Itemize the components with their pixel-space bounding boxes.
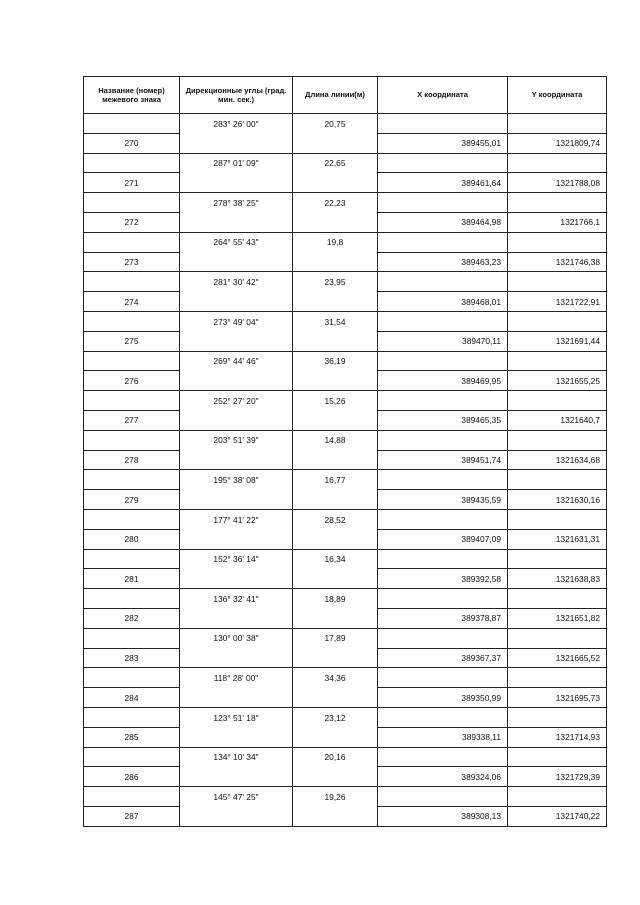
cell-mark-name: 276: [84, 371, 180, 391]
table-header-row: [84, 77, 607, 114]
cell-x-coordinate: [378, 787, 508, 807]
table-row-line-segment: [84, 311, 607, 331]
cell-direction-angle: [180, 133, 293, 153]
cell-y-coordinate: 1321631,31: [508, 529, 607, 549]
cell-line-length: 16,77: [293, 470, 378, 490]
cell-line-length: 20,16: [293, 747, 378, 767]
cell-x-coordinate: 389469,95: [378, 371, 508, 391]
cell-x-coordinate: 389451,74: [378, 450, 508, 470]
table-row-boundary-mark: [84, 569, 607, 589]
cell-x-coordinate: 389308,13: [378, 806, 508, 826]
cell-mark-name: [84, 668, 180, 688]
cell-x-coordinate: 389463,23: [378, 252, 508, 272]
cell-y-coordinate: [508, 193, 607, 213]
cell-y-coordinate: 1321638,83: [508, 569, 607, 589]
coordinates-table: [83, 76, 607, 827]
cell-mark-name: 271: [84, 173, 180, 193]
cell-direction-angle: [180, 648, 293, 668]
cell-x-coordinate: [378, 311, 508, 331]
cell-direction-angle: [180, 331, 293, 351]
table-row-boundary-mark: [84, 331, 607, 351]
table-row-line-segment: [84, 351, 607, 371]
cell-mark-name: [84, 549, 180, 569]
table-row-line-segment: [84, 668, 607, 688]
table-row-boundary-mark: [84, 490, 607, 510]
cell-mark-name: [84, 509, 180, 529]
cell-line-length: [293, 806, 378, 826]
cell-x-coordinate: 389435,59: [378, 490, 508, 510]
cell-line-length: [293, 133, 378, 153]
cell-direction-angle: 283° 26' 00": [180, 114, 293, 134]
cell-x-coordinate: [378, 153, 508, 173]
cell-direction-angle: [180, 292, 293, 312]
cell-direction-angle: 281° 30' 42": [180, 272, 293, 292]
table-row-boundary-mark: [84, 727, 607, 747]
cell-mark-name: 287: [84, 806, 180, 826]
cell-y-coordinate: 1321809,74: [508, 133, 607, 153]
cell-x-coordinate: [378, 549, 508, 569]
cell-direction-angle: 287° 01' 09": [180, 153, 293, 173]
table-row-boundary-mark: [84, 806, 607, 826]
cell-line-length: 16,34: [293, 549, 378, 569]
table-row-line-segment: [84, 153, 607, 173]
table-row-boundary-mark: [84, 767, 607, 787]
cell-y-coordinate: [508, 549, 607, 569]
cell-direction-angle: 130° 00' 38": [180, 628, 293, 648]
cell-line-length: 28,52: [293, 509, 378, 529]
cell-direction-angle: 264° 55' 43": [180, 232, 293, 252]
table-row-boundary-mark: [84, 608, 607, 628]
cell-direction-angle: 118° 28' 00": [180, 668, 293, 688]
cell-x-coordinate: [378, 589, 508, 609]
cell-x-coordinate: [378, 668, 508, 688]
cell-y-coordinate: [508, 351, 607, 371]
cell-y-coordinate: [508, 153, 607, 173]
cell-line-length: 22,65: [293, 153, 378, 173]
cell-x-coordinate: [378, 351, 508, 371]
cell-x-coordinate: [378, 193, 508, 213]
cell-line-length: [293, 648, 378, 668]
cell-direction-angle: 252° 27' 20": [180, 391, 293, 411]
cell-mark-name: [84, 272, 180, 292]
cell-line-length: 19,8: [293, 232, 378, 252]
table-row-line-segment: [84, 232, 607, 252]
cell-y-coordinate: 1321746,38: [508, 252, 607, 272]
cell-direction-angle: 273° 49' 04": [180, 311, 293, 331]
cell-x-coordinate: 389338,11: [378, 727, 508, 747]
table-row-boundary-mark: [84, 410, 607, 430]
cell-x-coordinate: [378, 509, 508, 529]
cell-x-coordinate: 389455,01: [378, 133, 508, 153]
cell-line-length: 36,19: [293, 351, 378, 371]
cell-y-coordinate: 1321714,93: [508, 727, 607, 747]
cell-y-coordinate: [508, 272, 607, 292]
table-row-boundary-mark: [84, 371, 607, 391]
cell-direction-angle: 145° 47' 25": [180, 787, 293, 807]
cell-line-length: [293, 490, 378, 510]
cell-line-length: [293, 331, 378, 351]
cell-line-length: 17,89: [293, 628, 378, 648]
cell-line-length: 15,26: [293, 391, 378, 411]
table-row-line-segment: [84, 509, 607, 529]
cell-y-coordinate: 1321630,16: [508, 490, 607, 510]
table-row-boundary-mark: [84, 529, 607, 549]
cell-direction-angle: [180, 806, 293, 826]
cell-mark-name: [84, 707, 180, 727]
cell-x-coordinate: 389392,58: [378, 569, 508, 589]
cell-x-coordinate: [378, 430, 508, 450]
cell-line-length: [293, 212, 378, 232]
cell-direction-angle: [180, 252, 293, 272]
cell-y-coordinate: [508, 311, 607, 331]
cell-direction-angle: 269° 44' 46": [180, 351, 293, 371]
cell-y-coordinate: 1321729,39: [508, 767, 607, 787]
cell-direction-angle: 278° 38' 25": [180, 193, 293, 213]
cell-line-length: 23,12: [293, 707, 378, 727]
cell-mark-name: 272: [84, 212, 180, 232]
cell-direction-angle: 177° 41' 22": [180, 509, 293, 529]
cell-y-coordinate: [508, 509, 607, 529]
cell-x-coordinate: [378, 114, 508, 134]
cell-line-length: 20,75: [293, 114, 378, 134]
cell-line-length: [293, 608, 378, 628]
cell-x-coordinate: 389367,37: [378, 648, 508, 668]
table-row-boundary-mark: [84, 252, 607, 272]
cell-line-length: [293, 252, 378, 272]
table-row-line-segment: [84, 391, 607, 411]
table-row-line-segment: [84, 272, 607, 292]
cell-mark-name: 284: [84, 688, 180, 708]
cell-direction-angle: [180, 688, 293, 708]
cell-line-length: 22,23: [293, 193, 378, 213]
header-direction-angle: Дирекционные углы (град. мин. сек.): [180, 77, 293, 114]
table-row-line-segment: [84, 707, 607, 727]
cell-y-coordinate: [508, 628, 607, 648]
cell-y-coordinate: [508, 747, 607, 767]
cell-y-coordinate: 1321640,7: [508, 410, 607, 430]
cell-y-coordinate: [508, 232, 607, 252]
cell-mark-name: 285: [84, 727, 180, 747]
cell-y-coordinate: [508, 707, 607, 727]
cell-direction-angle: [180, 727, 293, 747]
table-row-boundary-mark: [84, 212, 607, 232]
cell-x-coordinate: [378, 707, 508, 727]
boundary-coordinates-sheet: [83, 76, 606, 827]
cell-line-length: [293, 767, 378, 787]
table-body: [84, 114, 607, 827]
table-row-line-segment: [84, 430, 607, 450]
cell-y-coordinate: [508, 391, 607, 411]
cell-y-coordinate: [508, 430, 607, 450]
cell-x-coordinate: [378, 747, 508, 767]
cell-line-length: [293, 292, 378, 312]
cell-direction-angle: 123° 51' 18": [180, 707, 293, 727]
cell-mark-name: 283: [84, 648, 180, 668]
cell-mark-name: 275: [84, 331, 180, 351]
cell-mark-name: [84, 787, 180, 807]
cell-y-coordinate: 1321740,22: [508, 806, 607, 826]
cell-mark-name: [84, 391, 180, 411]
cell-line-length: 31,54: [293, 311, 378, 331]
cell-x-coordinate: [378, 628, 508, 648]
cell-direction-angle: [180, 569, 293, 589]
cell-x-coordinate: [378, 272, 508, 292]
cell-mark-name: 273: [84, 252, 180, 272]
cell-line-length: 23,95: [293, 272, 378, 292]
cell-y-coordinate: [508, 470, 607, 490]
cell-line-length: [293, 569, 378, 589]
cell-x-coordinate: [378, 470, 508, 490]
cell-x-coordinate: [378, 232, 508, 252]
cell-y-coordinate: 1321695,73: [508, 688, 607, 708]
cell-y-coordinate: 1321691,44: [508, 331, 607, 351]
cell-direction-angle: [180, 608, 293, 628]
cell-mark-name: 280: [84, 529, 180, 549]
cell-mark-name: [84, 153, 180, 173]
cell-y-coordinate: [508, 668, 607, 688]
cell-mark-name: 279: [84, 490, 180, 510]
cell-direction-angle: [180, 410, 293, 430]
table-row-line-segment: [84, 747, 607, 767]
table-row-line-segment: [84, 470, 607, 490]
table-row-line-segment: [84, 114, 607, 134]
cell-line-length: 34,36: [293, 668, 378, 688]
cell-mark-name: [84, 589, 180, 609]
cell-direction-angle: 136° 32' 41": [180, 589, 293, 609]
table-row-boundary-mark: [84, 173, 607, 193]
cell-mark-name: 286: [84, 767, 180, 787]
cell-y-coordinate: [508, 114, 607, 134]
cell-direction-angle: 203° 51' 39": [180, 430, 293, 450]
cell-mark-name: 270: [84, 133, 180, 153]
cell-mark-name: 277: [84, 410, 180, 430]
cell-line-length: [293, 450, 378, 470]
header-x-coordinate: X координата: [378, 77, 508, 114]
cell-mark-name: [84, 351, 180, 371]
cell-x-coordinate: 389464,98: [378, 212, 508, 232]
cell-direction-angle: 134° 10' 34": [180, 747, 293, 767]
table-row-boundary-mark: [84, 292, 607, 312]
cell-y-coordinate: [508, 589, 607, 609]
cell-y-coordinate: 1321766,1: [508, 212, 607, 232]
header-mark-name: Название (номер) межевого знака: [84, 77, 180, 114]
cell-y-coordinate: [508, 787, 607, 807]
cell-direction-angle: [180, 767, 293, 787]
cell-mark-name: [84, 232, 180, 252]
cell-line-length: 19,26: [293, 787, 378, 807]
cell-mark-name: [84, 628, 180, 648]
table-row-boundary-mark: [84, 450, 607, 470]
table-row-line-segment: [84, 628, 607, 648]
cell-mark-name: [84, 193, 180, 213]
cell-line-length: [293, 371, 378, 391]
cell-x-coordinate: 389350,99: [378, 688, 508, 708]
cell-mark-name: 274: [84, 292, 180, 312]
cell-mark-name: [84, 470, 180, 490]
cell-x-coordinate: 389324,06: [378, 767, 508, 787]
cell-y-coordinate: 1321655,25: [508, 371, 607, 391]
cell-mark-name: 281: [84, 569, 180, 589]
cell-x-coordinate: 389470,11: [378, 331, 508, 351]
cell-y-coordinate: 1321722,91: [508, 292, 607, 312]
cell-mark-name: [84, 114, 180, 134]
table-row-line-segment: [84, 787, 607, 807]
cell-x-coordinate: 389407,09: [378, 529, 508, 549]
cell-mark-name: 282: [84, 608, 180, 628]
table-row-boundary-mark: [84, 133, 607, 153]
cell-direction-angle: 152° 36' 14": [180, 549, 293, 569]
cell-direction-angle: [180, 450, 293, 470]
cell-line-length: [293, 688, 378, 708]
cell-direction-angle: 195° 38' 08": [180, 470, 293, 490]
cell-x-coordinate: [378, 391, 508, 411]
cell-line-length: [293, 727, 378, 747]
cell-direction-angle: [180, 173, 293, 193]
cell-x-coordinate: 389461,64: [378, 173, 508, 193]
cell-line-length: [293, 410, 378, 430]
cell-mark-name: 278: [84, 450, 180, 470]
cell-direction-angle: [180, 529, 293, 549]
cell-y-coordinate: 1321634,68: [508, 450, 607, 470]
cell-x-coordinate: 389378,87: [378, 608, 508, 628]
cell-line-length: [293, 173, 378, 193]
table-row-line-segment: [84, 589, 607, 609]
cell-mark-name: [84, 747, 180, 767]
table-row-boundary-mark: [84, 648, 607, 668]
cell-line-length: 18,89: [293, 589, 378, 609]
header-line-length: Длина линии(м): [293, 77, 378, 114]
cell-mark-name: [84, 430, 180, 450]
table-row-line-segment: [84, 549, 607, 569]
cell-y-coordinate: 1321651,82: [508, 608, 607, 628]
cell-direction-angle: [180, 212, 293, 232]
table-row-line-segment: [84, 193, 607, 213]
cell-line-length: 14,88: [293, 430, 378, 450]
cell-x-coordinate: 389465,35: [378, 410, 508, 430]
table-row-boundary-mark: [84, 688, 607, 708]
cell-x-coordinate: 389468,01: [378, 292, 508, 312]
cell-y-coordinate: 1321665,52: [508, 648, 607, 668]
header-y-coordinate: Y координата: [508, 77, 607, 114]
cell-direction-angle: [180, 490, 293, 510]
cell-line-length: [293, 529, 378, 549]
cell-y-coordinate: 1321788,08: [508, 173, 607, 193]
cell-direction-angle: [180, 371, 293, 391]
cell-mark-name: [84, 311, 180, 331]
